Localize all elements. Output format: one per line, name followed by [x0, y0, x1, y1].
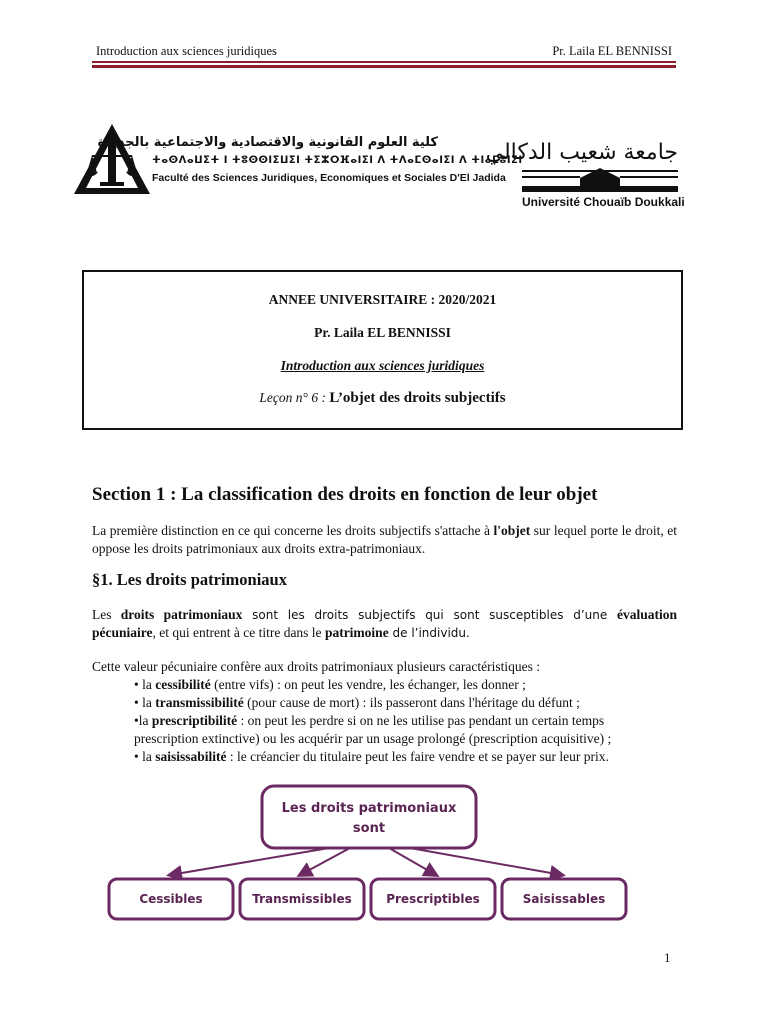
course-name: Introduction aux sciences juridiques — [280, 358, 485, 373]
faculty-logo-icon — [72, 122, 152, 196]
course-title-box — [82, 270, 683, 430]
diagram-arrow — [170, 848, 329, 875]
characteristics-intro: Cette valeur pécuniaire confère aux droits patrimoniaux plusieurs caractéristiques : — [92, 659, 540, 674]
subsection-title: §1. Les droits patrimoniaux — [92, 570, 287, 589]
list-item: • la transmissibilité (pour cause de mort) : ils passeront dans l'héritage du défunt ; — [134, 695, 580, 710]
diagram-root-line1: Les droits patrimoniaux — [281, 801, 457, 816]
characteristics-list — [134, 676, 679, 766]
list-item: • la cessibilité (entre vifs) : on peut les vendre, les échanger, les donner ; — [134, 677, 526, 692]
list-item: prescription extinctive) ou les acquérir par un usage prolongé (prescription acquisitive) ; — [134, 731, 612, 746]
header-rule-thin — [92, 61, 676, 63]
patrimonial-rights-diagram — [100, 782, 635, 924]
diagram-label-saisissables: Saisissables — [522, 892, 606, 906]
list-item: •la prescriptibilité : on peut les perdre si on ne les utilise pas pendant un certain temps — [134, 713, 605, 728]
diagram-root-box — [262, 786, 476, 848]
header-author: Pr. Laila EL BENNISSI — [552, 44, 672, 58]
faculty-name-french: Faculté des Sciences Juridiques, Economiques et Sociales D'El Jadida — [152, 172, 506, 184]
diagram-label-prescriptibles: Prescriptibles — [386, 892, 480, 906]
diagram-label-cessibles: Cessibles — [139, 892, 203, 906]
page-number: 1 — [664, 950, 671, 965]
university-name-arabic: جامعة شعيب الدكالي — [485, 140, 678, 165]
academic-year: ANNEE UNIVERSITAIRE : 2020/2021 — [268, 292, 497, 307]
definition-paragraph: Les droits patrimoniaux sont les droits subjectifs qui sont susceptibles d’une évaluation pécuniaire, et qui entrent à ce titre dans le patrimoine de l’individu. — [92, 607, 677, 640]
lesson-number: Leçon n° 6 : — [259, 390, 326, 405]
list-item: • la saisissabilité : le créancier du titulaire peut les faire vendre et se payer sur leur prix. — [134, 749, 609, 764]
lesson-line — [84, 390, 681, 407]
diagram-arrow — [410, 848, 562, 875]
diagram-root-line2: sont — [352, 821, 386, 836]
header-course-title: Introduction aux sciences juridiques — [96, 44, 277, 58]
diagram-label-transmissibles: Transmissibles — [252, 892, 352, 906]
faculty-name-arabic: كلية العلوم القانونية والاقتصادية والاجتماعية بالجديدة — [97, 135, 438, 150]
professor-name: Pr. Laila EL BENNISSI — [314, 325, 451, 340]
university-emblem-icon — [522, 168, 678, 194]
header-rule-thick — [92, 65, 676, 68]
lesson-title: L’objet des droits subjectifs — [329, 390, 506, 406]
university-name-french: Université Chouaïb Doukkali — [522, 195, 685, 209]
faculty-name-tifinagh: ⵜⴰⵙⴷⴰⵡⵉⵜ ⵏ ⵜⵓⵙⵙⵏⵉⵡⵉⵏ ⵜⵉⵣⵔⴼⴰⵏⵉⵏ ⴷ ⵜⴷⴰⵎⵙⴰⵏⵉⵏ ⴷ ⵜⵏⴰⵎⵓⵏⵉⵏ — [152, 155, 523, 166]
section-intro-paragraph: La première distinction en ce qui concerne les droits subjectifs s'attache à l'objet sur lequel porte le droit, et oppose les droits patrimoniaux aux droits extra-patrimoniaux. — [92, 523, 677, 556]
section-title: Section 1 : La classification des droits en fonction de leur objet — [92, 484, 598, 505]
